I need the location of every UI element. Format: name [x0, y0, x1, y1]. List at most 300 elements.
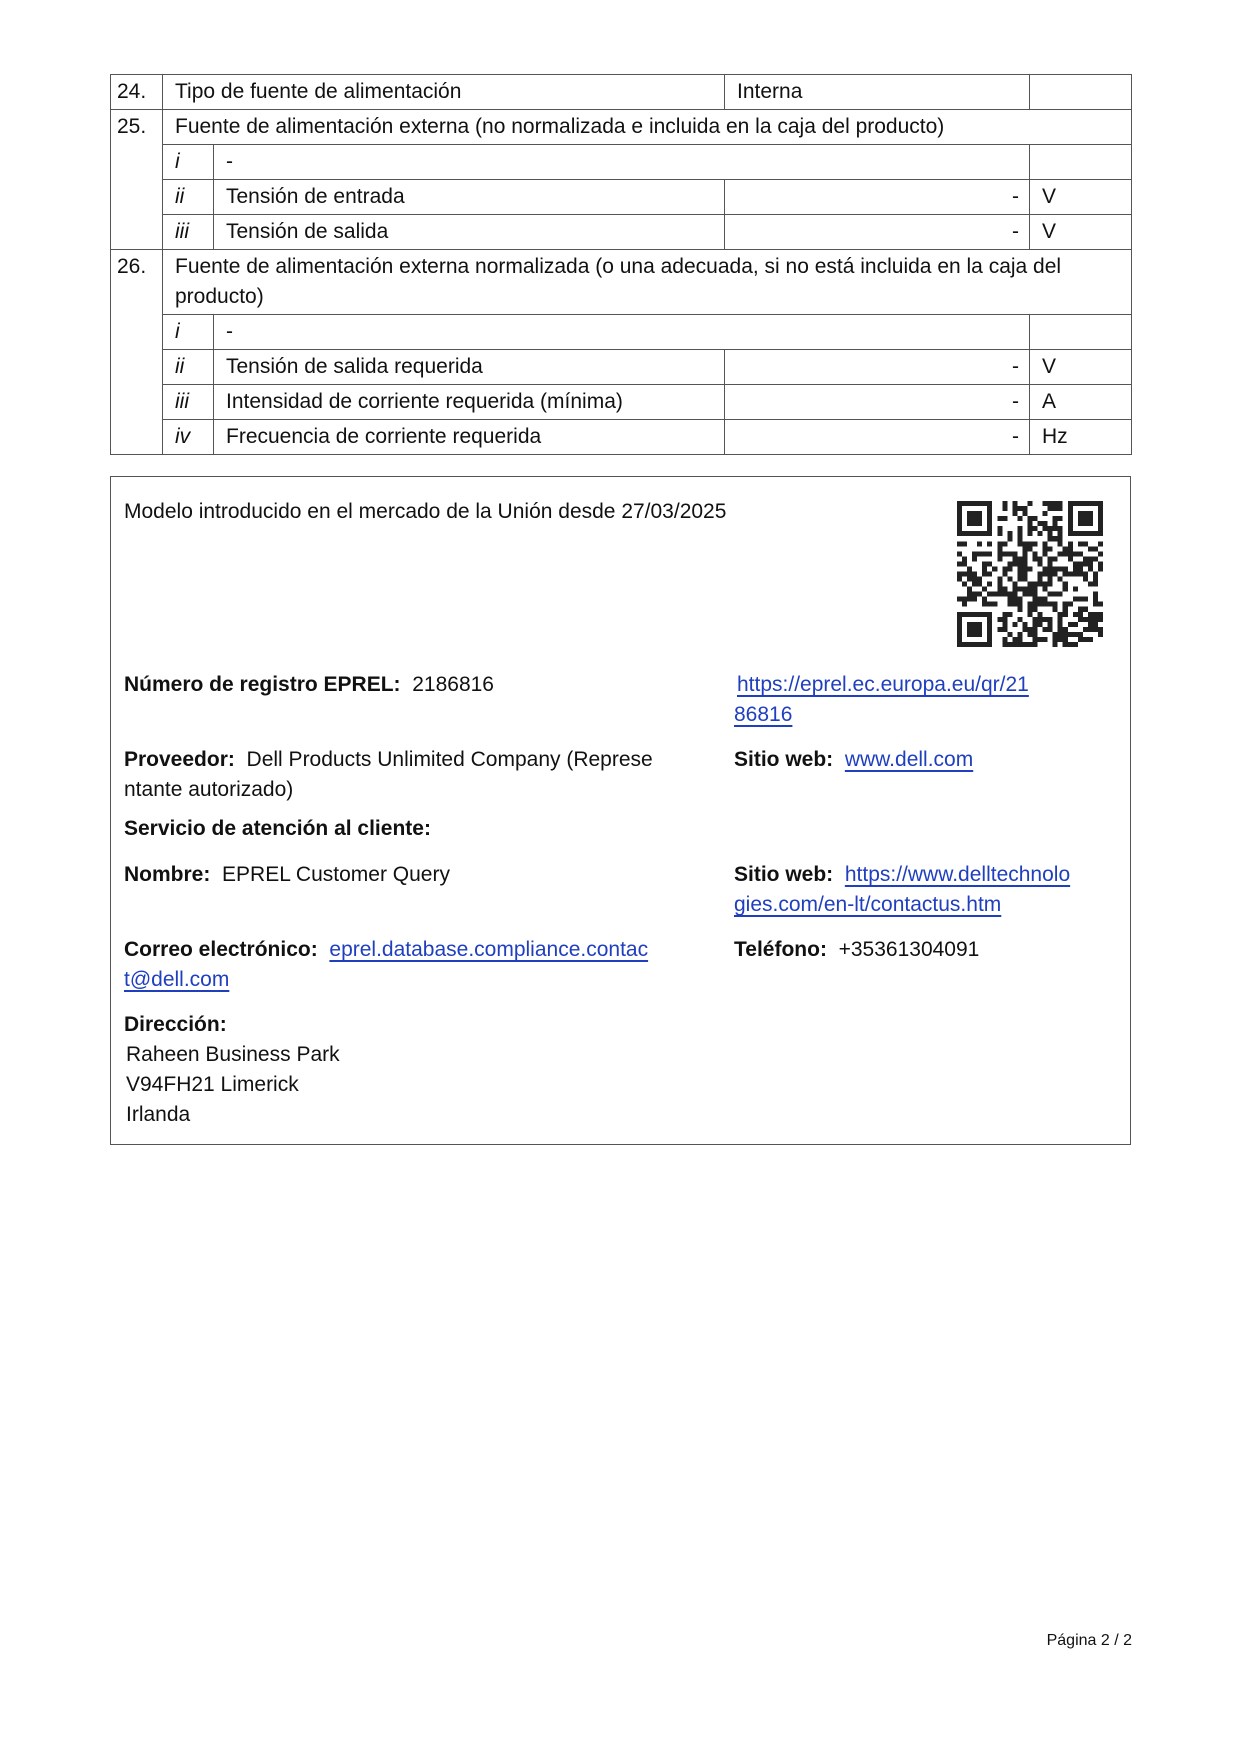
qr-module — [957, 531, 962, 536]
market-intro-text: Modelo introducido en el mercado de la Unión desde 27/03/2025 — [124, 500, 727, 523]
qr-module — [957, 642, 962, 647]
qr-module — [1073, 597, 1078, 602]
qr-module — [1012, 511, 1017, 516]
qr-module — [1098, 511, 1103, 516]
qr-module — [977, 511, 982, 516]
qr-module — [982, 561, 987, 566]
eprel-registration — [124, 670, 494, 700]
qr-module — [1093, 577, 1098, 582]
qr-module — [962, 571, 967, 576]
name-value: EPREL Customer Query — [222, 863, 450, 886]
qr-module — [987, 627, 992, 632]
qr-module — [967, 501, 972, 506]
qr-module — [1068, 622, 1073, 627]
contact-name — [124, 860, 450, 890]
qr-module — [1012, 587, 1017, 592]
qr-module — [1033, 526, 1038, 531]
table-row — [111, 315, 1132, 350]
qr-module — [1038, 602, 1043, 607]
qr-module — [1007, 531, 1012, 536]
qr-module — [1058, 617, 1063, 622]
qr-module — [1053, 632, 1058, 637]
qr-module — [982, 571, 987, 576]
qr-module — [1068, 571, 1073, 576]
qr-module — [1017, 536, 1022, 541]
qr-module — [987, 582, 992, 587]
qr-module — [1068, 521, 1073, 526]
qr-module — [1078, 612, 1083, 617]
qr-module — [1093, 597, 1098, 602]
qr-module — [1033, 516, 1038, 521]
qr-module — [967, 632, 972, 637]
qr-module — [1088, 531, 1093, 536]
qr-module — [1002, 637, 1007, 642]
qr-module — [1007, 612, 1012, 617]
qr-module — [1083, 577, 1088, 582]
qr-module — [1048, 571, 1053, 576]
website-link[interactable]: www.dell.com — [844, 748, 974, 771]
row-number: 26. — [111, 250, 163, 315]
qr-module — [962, 501, 967, 506]
table-row — [111, 215, 1132, 250]
qr-module — [1033, 637, 1038, 642]
qr-module — [1017, 541, 1022, 546]
qr-module — [1098, 506, 1103, 511]
qr-module — [987, 511, 992, 516]
table-row — [111, 110, 1132, 145]
qr-module — [1048, 506, 1053, 511]
qr-module — [1078, 521, 1083, 526]
qr-module — [977, 551, 982, 556]
qr-module — [997, 551, 1002, 556]
qr-module — [1012, 556, 1017, 561]
qr-module — [1058, 592, 1063, 597]
qr-module — [1043, 541, 1048, 546]
qr-module — [987, 516, 992, 521]
qr-module — [1043, 571, 1048, 576]
qr-module — [1078, 541, 1083, 546]
qr-module — [962, 612, 967, 617]
qr-module — [972, 531, 977, 536]
qr-module — [1083, 521, 1088, 526]
qr-module — [997, 617, 1002, 622]
table-row — [111, 350, 1132, 385]
qr-module — [1002, 627, 1007, 632]
qr-module — [962, 597, 967, 602]
qr-module — [1088, 627, 1093, 632]
product-info-box — [110, 476, 1131, 1145]
qr-module — [1068, 531, 1073, 536]
qr-module — [992, 566, 997, 571]
table-row — [111, 385, 1132, 420]
qr-module — [1058, 637, 1063, 642]
qr-module — [1098, 526, 1103, 531]
qr-module — [1083, 597, 1088, 602]
qr-module — [967, 577, 972, 582]
qr-module — [1063, 602, 1068, 607]
qr-module — [1043, 501, 1048, 506]
qr-module — [1027, 526, 1032, 531]
qr-module — [1083, 607, 1088, 612]
qr-module — [972, 592, 977, 597]
qr-module — [1048, 592, 1053, 597]
qr-module — [957, 541, 962, 546]
qr-module — [982, 566, 987, 571]
qr-module — [957, 521, 962, 526]
qr-module — [1068, 516, 1073, 521]
qr-module — [1058, 612, 1063, 617]
qr-module — [1053, 607, 1058, 612]
qr-module — [1007, 642, 1012, 647]
qr-module — [1073, 622, 1078, 627]
row-unit: A — [1030, 385, 1132, 420]
qr-module — [1007, 602, 1012, 607]
qr-module — [1078, 637, 1083, 642]
qr-module — [1058, 627, 1063, 632]
qr-module — [982, 602, 987, 607]
qr-module — [1058, 531, 1063, 536]
qr-module — [967, 597, 972, 602]
row-index: iii — [163, 215, 214, 250]
qr-module — [1088, 511, 1093, 516]
qr-module — [1048, 561, 1053, 566]
qr-module — [1048, 501, 1053, 506]
qr-module — [982, 597, 987, 602]
qr-module — [987, 612, 992, 617]
qr-module — [1043, 546, 1048, 551]
qr-module — [987, 632, 992, 637]
qr-module — [1033, 587, 1038, 592]
qr-module — [1088, 612, 1093, 617]
qr-module — [1078, 561, 1083, 566]
qr-module — [957, 501, 962, 506]
qr-module — [957, 597, 962, 602]
qr-module — [1048, 556, 1053, 561]
qr-module — [967, 642, 972, 647]
qr-module — [1068, 501, 1073, 506]
name-label: Nombre: — [124, 863, 211, 886]
spec-table — [110, 74, 1132, 455]
qr-module — [1017, 561, 1022, 566]
qr-module — [1073, 561, 1078, 566]
qr-module — [1053, 571, 1058, 576]
qr-module — [967, 612, 972, 617]
qr-module — [1022, 506, 1027, 511]
qr-module — [1027, 546, 1032, 551]
qr-module — [1043, 602, 1048, 607]
qr-module — [977, 541, 982, 546]
qr-module — [1033, 592, 1038, 597]
qr-module — [972, 516, 977, 521]
qr-module — [997, 526, 1002, 531]
qr-module — [1022, 622, 1027, 627]
qr-module — [1073, 632, 1078, 637]
row-label: Intensidad de corriente requerida (mínima) — [214, 385, 725, 420]
qr-module — [1007, 566, 1012, 571]
qr-module — [1022, 561, 1027, 566]
qr-module — [1058, 526, 1063, 531]
qr-module — [1078, 516, 1083, 521]
qr-module — [1002, 587, 1007, 592]
qr-module — [1073, 551, 1078, 556]
qr-module — [1053, 642, 1058, 647]
qr-module — [1053, 637, 1058, 642]
qr-module — [1017, 617, 1022, 622]
qr-module — [1002, 566, 1007, 571]
qr-module — [1012, 506, 1017, 511]
qr-module — [977, 516, 982, 521]
qr-module — [1002, 551, 1007, 556]
address-label: Dirección: — [124, 1013, 227, 1036]
qr-module — [1098, 612, 1103, 617]
qr-module — [1048, 617, 1053, 622]
qr-module — [1098, 566, 1103, 571]
qr-module — [1038, 556, 1043, 561]
qr-module — [962, 541, 967, 546]
qr-module — [1078, 632, 1083, 637]
qr-module — [1048, 602, 1053, 607]
qr-module — [1063, 637, 1068, 642]
row-index: iii — [163, 385, 214, 420]
row-number: 25. — [111, 110, 163, 145]
row-value: - — [725, 215, 1030, 250]
qr-module — [1073, 531, 1078, 536]
qr-module — [1083, 531, 1088, 536]
qr-module — [1068, 642, 1073, 647]
qr-module — [987, 617, 992, 622]
qr-module — [1093, 622, 1098, 627]
qr-module — [987, 622, 992, 627]
row-index: ii — [163, 180, 214, 215]
row-label: Tensión de salida — [214, 215, 725, 250]
qr-module — [957, 511, 962, 516]
qr-module — [1017, 566, 1022, 571]
qr-module — [1078, 597, 1083, 602]
qr-module — [987, 592, 992, 597]
qr-module — [1088, 582, 1093, 587]
qr-module — [1093, 612, 1098, 617]
qr-module — [972, 551, 977, 556]
qr-module — [987, 501, 992, 506]
qr-module — [1078, 551, 1083, 556]
qr-module — [987, 526, 992, 531]
qr-module — [987, 541, 992, 546]
row-unit — [1030, 75, 1132, 110]
qr-module — [1033, 597, 1038, 602]
qr-module — [1027, 521, 1032, 526]
qr-module — [1053, 592, 1058, 597]
qr-module — [1027, 592, 1032, 597]
row-index: iv — [163, 420, 214, 455]
qr-module — [1038, 521, 1043, 526]
qr-module — [977, 501, 982, 506]
qr-module — [1027, 566, 1032, 571]
qr-module — [1093, 546, 1098, 551]
qr-module — [1078, 511, 1083, 516]
qr-module — [1027, 632, 1032, 637]
qr-module — [1083, 541, 1088, 546]
email-link[interactable]: eprel.database.compliance.contac — [329, 938, 649, 961]
qr-module — [1022, 592, 1027, 597]
qr-module — [1027, 531, 1032, 536]
qr-module — [1098, 521, 1103, 526]
qr-module — [1043, 587, 1048, 592]
supplier: Proveedor: Dell Products Unlimited Company (Represe ntante autorizado) — [124, 748, 653, 801]
qr-module — [1043, 526, 1048, 531]
qr-module — [967, 531, 972, 536]
qr-module — [957, 637, 962, 642]
qr-module — [1058, 541, 1063, 546]
phone-label: Teléfono: — [734, 938, 827, 961]
qr-module — [982, 551, 987, 556]
row-index: i — [163, 315, 214, 350]
qr-module — [1033, 617, 1038, 622]
qr-module — [957, 577, 962, 582]
qr-module — [1043, 627, 1048, 632]
row-label: Fuente de alimentación externa (no normalizada e incluida en la caja del producto) — [163, 110, 1132, 145]
qr-module — [957, 617, 962, 622]
qr-module — [1048, 536, 1053, 541]
qr-module — [967, 521, 972, 526]
qr-module — [1022, 546, 1027, 551]
row-unit: Hz — [1030, 420, 1132, 455]
address — [124, 1010, 340, 1130]
qr-module — [1068, 551, 1073, 556]
qr-module — [1088, 546, 1093, 551]
qr-module — [997, 556, 1002, 561]
qr-module — [972, 632, 977, 637]
qr-module — [987, 642, 992, 647]
qr-module — [1043, 617, 1048, 622]
qr-module — [1088, 501, 1093, 506]
qr-module — [1053, 536, 1058, 541]
qr-module — [1098, 627, 1103, 632]
qr-module — [1007, 561, 1012, 566]
qr-module — [1002, 622, 1007, 627]
qr-module — [1053, 602, 1058, 607]
qr-module — [1002, 571, 1007, 576]
qr-module — [1063, 632, 1068, 637]
qr-module — [1033, 642, 1038, 647]
qr-module — [1063, 607, 1068, 612]
qr-module — [1093, 501, 1098, 506]
qr-module — [1058, 506, 1063, 511]
qr-module — [1078, 607, 1083, 612]
qr-module — [972, 577, 977, 582]
qr-module — [1038, 617, 1043, 622]
qr-module — [1098, 516, 1103, 521]
qr-module — [1002, 506, 1007, 511]
address-line: Raheen Business Park — [126, 1043, 340, 1066]
row-unit — [1030, 145, 1132, 180]
qr-module — [972, 521, 977, 526]
qr-module — [1098, 561, 1103, 566]
qr-module — [1048, 566, 1053, 571]
qr-module — [1083, 627, 1088, 632]
qr-module — [957, 561, 962, 566]
table-row — [111, 75, 1132, 110]
qr-code[interactable] — [957, 501, 1103, 647]
qr-module — [972, 642, 977, 647]
qr-module — [1068, 506, 1073, 511]
qr-module — [1007, 577, 1012, 582]
qr-module — [972, 556, 977, 561]
qr-module — [1033, 622, 1038, 627]
qr-module — [1098, 541, 1103, 546]
qr-module — [992, 602, 997, 607]
qr-module — [1063, 612, 1068, 617]
qr-module — [1058, 622, 1063, 627]
contact-website: Sitio web: https://www.delltechnolo gies.com/en-lt/contactus.htm — [734, 863, 1071, 916]
qr-module — [1002, 612, 1007, 617]
eprel-link[interactable]: https://eprel.ec.europa.eu/qr/21 86816 — [734, 673, 1029, 726]
row-unit: V — [1030, 350, 1132, 385]
supplier-label: Proveedor: — [124, 748, 235, 771]
qr-module — [1083, 571, 1088, 576]
qr-module — [977, 612, 982, 617]
qr-module — [1053, 506, 1058, 511]
qr-module — [987, 551, 992, 556]
qr-module — [1053, 566, 1058, 571]
qr-module — [957, 622, 962, 627]
qr-module — [1012, 637, 1017, 642]
row-label: Frecuencia de corriente requerida — [214, 420, 725, 455]
qr-module — [1088, 521, 1093, 526]
qr-module — [1088, 566, 1093, 571]
qr-module — [1007, 551, 1012, 556]
row-number: 24. — [111, 75, 163, 110]
qr-module — [997, 531, 1002, 536]
qr-module — [1053, 556, 1058, 561]
qr-module — [977, 622, 982, 627]
qr-module — [1038, 582, 1043, 587]
row-label: Tipo de fuente de alimentación — [163, 75, 725, 110]
eprel-number: 2186816 — [412, 673, 494, 696]
qr-module — [1093, 571, 1098, 576]
qr-module — [967, 566, 972, 571]
qr-module — [957, 627, 962, 632]
qr-module — [1022, 511, 1027, 516]
qr-module — [1078, 501, 1083, 506]
table-row — [111, 420, 1132, 455]
qr-module — [1012, 582, 1017, 587]
qr-module — [1002, 617, 1007, 622]
qr-module — [972, 622, 977, 627]
qr-module — [1073, 587, 1078, 592]
qr-module — [1068, 556, 1073, 561]
qr-module — [1088, 516, 1093, 521]
qr-module — [1083, 637, 1088, 642]
qr-module — [1002, 642, 1007, 647]
qr-module — [957, 526, 962, 531]
qr-module — [972, 627, 977, 632]
qr-module — [1053, 521, 1058, 526]
qr-module — [997, 582, 1002, 587]
qr-module — [972, 511, 977, 516]
qr-module — [1093, 592, 1098, 597]
qr-module — [1058, 501, 1063, 506]
qr-module — [1038, 612, 1043, 617]
qr-module — [1098, 501, 1103, 506]
qr-module — [1022, 556, 1027, 561]
page-number: Página 2 / 2 — [1046, 1632, 1132, 1649]
qr-module — [1088, 561, 1093, 566]
qr-module — [1033, 556, 1038, 561]
qr-module — [1073, 612, 1078, 617]
contact-website-link[interactable]: https://www.delltechnolo — [844, 863, 1071, 886]
qr-module — [1017, 556, 1022, 561]
qr-module — [1063, 587, 1068, 592]
